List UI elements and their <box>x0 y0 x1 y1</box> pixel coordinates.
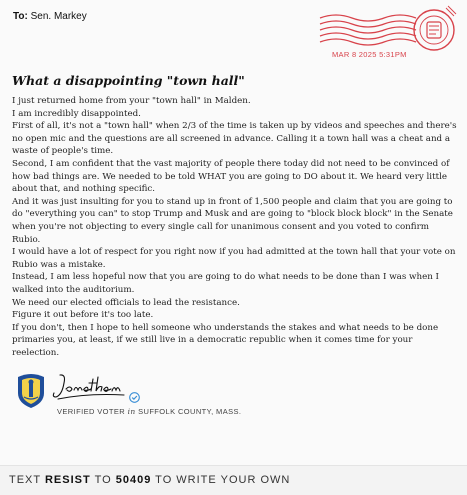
paragraph: If you don't, then I hope to hell someone who understands the stakes and what needs to be done primaries you, at least, if we still live in a democratic republic when it comes time for your reelection. <box>12 322 439 358</box>
verified-check-icon <box>129 392 140 403</box>
footer-text-mid: TO <box>94 474 112 486</box>
paragraph: We need our elected officials to lead the resistance. <box>12 297 240 308</box>
paragraph: I just returned home from your "town hall" in Malden. <box>12 96 251 106</box>
paragraph: Instead, I am less hopeful now that you are going to do what needs to be done than I was when I walked into the auditorium. <box>12 272 439 295</box>
footer-bar <box>0 465 467 495</box>
letter-body <box>12 95 457 359</box>
verified-voter-label <box>57 407 241 416</box>
paragraph: And it was just insulting for you to stand up in front of 1,500 people and claim that you are going to do "everything you can" to stop Trump and Musk and are going to "block block block" in the Senate when you're not objecting to every single call for unanimous consent and you voted to confirm Rubio. <box>12 196 453 245</box>
footer-text-pre: TEXT <box>9 474 41 486</box>
verified-location: SUFFOLK COUNTY, MASS. <box>138 407 242 416</box>
handwritten-signature <box>50 371 130 403</box>
paragraph: Second, I am confident that the vast majority of people there today did not need to be convinced of how bad things are. We needed to be told WHAT you are going to DO about it. We heard very little about that, and nothing specific. <box>12 158 450 195</box>
verified-prefix: VERIFIED VOTER <box>57 407 126 416</box>
postmark-date: MAR 8 2025 5:31PM <box>332 50 407 59</box>
paragraph: I am incredibly disappointed. <box>12 108 141 119</box>
footer-text-post: TO WRITE YOUR OWN <box>155 474 291 486</box>
massachusetts-seal-icon <box>14 371 48 409</box>
recipient-name: Sen. Markey <box>30 11 87 22</box>
footer-keyword: RESIST <box>44 474 91 486</box>
footer-cta <box>9 474 290 486</box>
letter-title: What a disappointing "town hall" <box>12 73 245 88</box>
footer-number: 50409 <box>115 474 152 486</box>
paragraph: First of all, it's not a "town hall" when 2/3 of the time is taken up by videos and speeches and there's no open mic and the questions are all screened in advance. Calling it a town hall was a cheat and a waste of people's time. <box>12 121 457 157</box>
paragraph: I would have a lot of respect for you right now if you had admitted at the town hall that your vote on Rubio was a mistake. <box>12 247 456 270</box>
paragraph: Figure it out before it's too late. <box>12 310 154 321</box>
to-label: To: <box>13 11 28 22</box>
recipient-line <box>13 11 87 22</box>
verified-in: in <box>127 407 136 416</box>
